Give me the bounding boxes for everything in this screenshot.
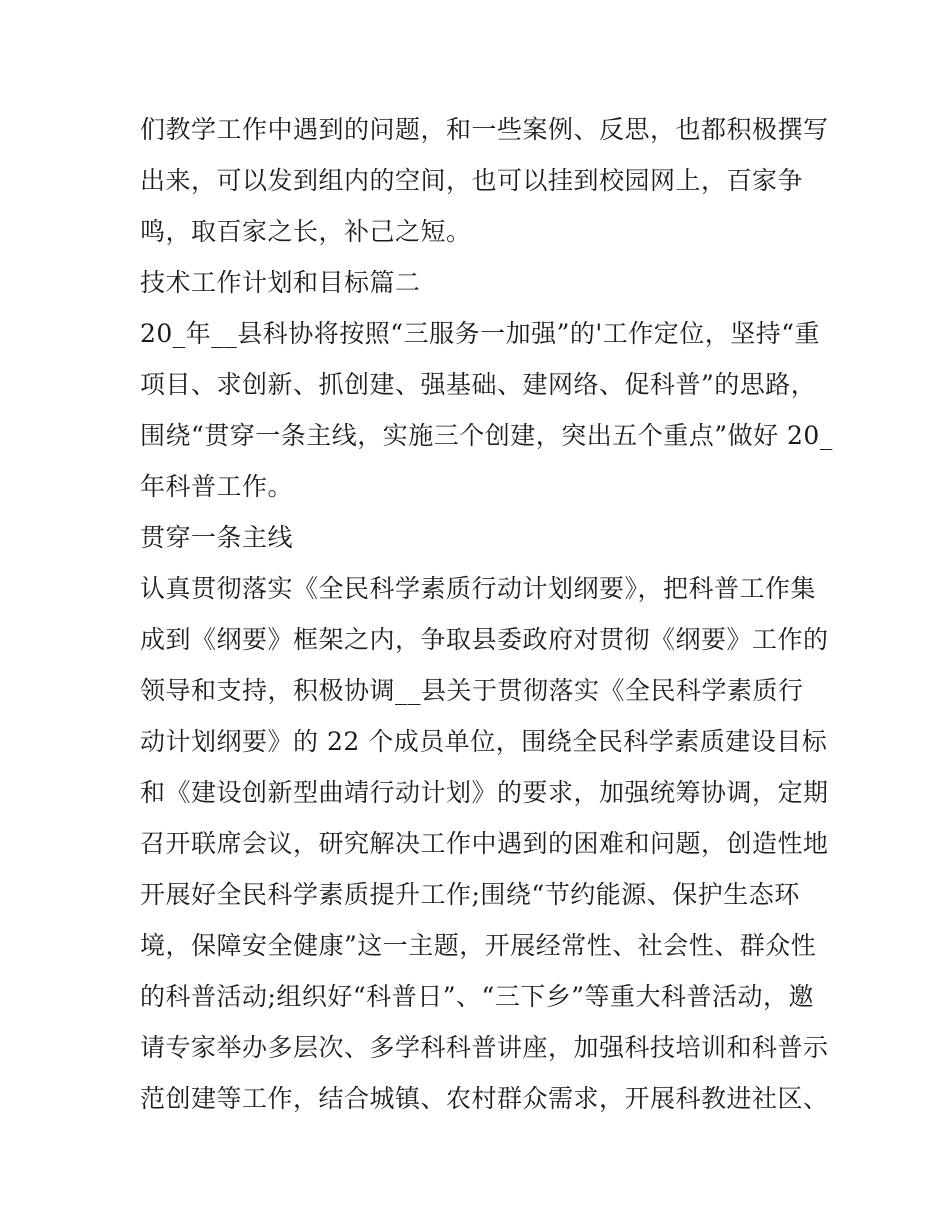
text-line: 围绕“贯穿一条主线，实施三个创建，突出五个重点”做好 20_ xyxy=(140,421,833,450)
text-line: 出来，可以发到组内的空间，也可以挂到校园网上，百家争 xyxy=(140,166,804,195)
text-line: 请专家举办多层次、多学科科普讲座，加强科技培训和科普示 xyxy=(140,1033,829,1062)
text-line: 年科普工作。 xyxy=(140,472,294,501)
text-line: 们教学工作中遇到的问题，和一些案例、反思，也都积极撰写 xyxy=(140,115,829,144)
text-line: 境，保障安全健康”这一主题，开展经常性、社会性、群众性 xyxy=(140,931,817,960)
text-line: 范创建等工作，结合城镇、农村群众需求，开展科教进社区、 xyxy=(140,1084,829,1113)
text-line: 成到《纲要》框架之内，争取县委政府对贯彻《纲要》工作的 xyxy=(140,625,829,654)
text-line: 20_年__县科协将按照“三服务一加强”的'工作定位，坚持“重 xyxy=(140,319,821,348)
text-line: 开展好全民科学素质提升工作;围绕“节约能源、保护生态环 xyxy=(140,880,800,909)
section-heading: 技术工作计划和目标篇二 xyxy=(140,268,421,297)
section-heading: 贯穿一条主线 xyxy=(140,523,294,552)
text-line: 的科普活动;组织好“科普日”、“三下乡”等重大科普活动，邀 xyxy=(140,982,815,1011)
text-line: 鸣，取百家之长，补己之短。 xyxy=(140,217,472,246)
text-line: 项目、求创新、抓创建、强基础、建网络、促科普”的思路， xyxy=(140,370,817,399)
text-line: 认真贯彻落实《全民科学素质行动计划纲要》，把科普工作集 xyxy=(140,574,817,603)
text-line: 领导和支持，积极协调__县关于贯彻落实《全民科学素质行 xyxy=(140,676,804,705)
text-line: 和《建设创新型曲靖行动计划》的要求，加强统筹协调，定期 xyxy=(140,778,829,807)
text-line: 召开联席会议，研究解决工作中遇到的困难和问题，创造性地 xyxy=(140,829,829,858)
text-line: 动计划纲要》的 22 个成员单位，围绕全民科学素质建设目标 xyxy=(140,727,828,756)
